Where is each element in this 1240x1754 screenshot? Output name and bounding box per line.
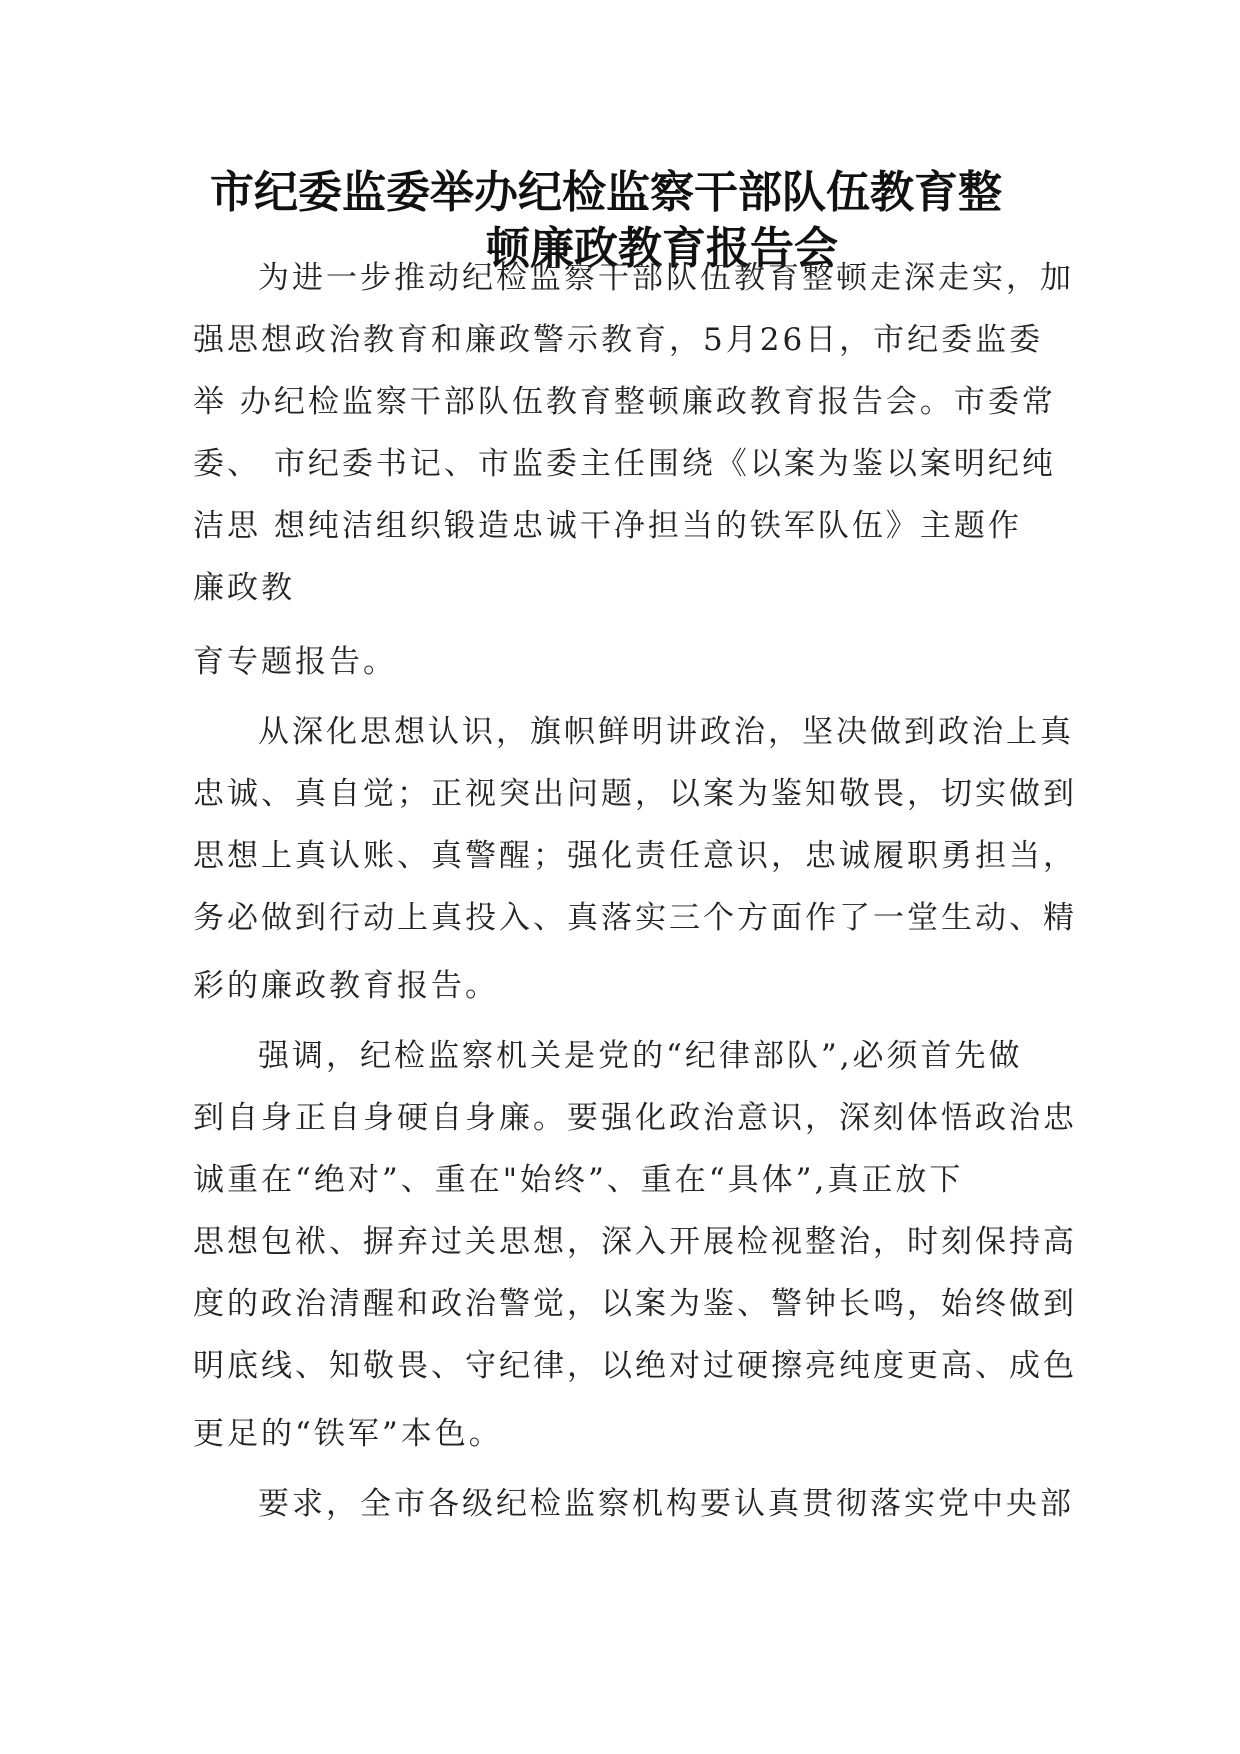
paragraph-2-line-2: 忠诚、真自觉；正视突出问题，以案为鉴知敬畏，切实做到: [193, 776, 1077, 812]
paragraph-1-line-7: 育专题报告。: [193, 644, 397, 680]
paragraph-3-line-6: 明底线、知敬畏、守纪律，以绝对过硬擦亮纯度更高、成色: [193, 1348, 1077, 1384]
paragraph-3-line-1: 强调，纪检监察机关是党的“纪律部队”,必须首先做: [258, 1038, 1023, 1074]
paragraph-3-line-3: 诚重在“绝对”、重在"始终”、重在“具体”,真正放下: [193, 1162, 964, 1198]
paragraph-3-line-2: 到自身正自身硬自身廉。要强化政治意识，深刻体悟政治忠: [193, 1100, 1077, 1136]
paragraph-3-line-4: 思想包袱、摒弃过关思想，深入开展检视整治，时刻保持高: [193, 1224, 1077, 1260]
paragraph-1-line-6: 廉政教: [193, 570, 295, 606]
paragraph-2-line-1: 从深化思想认识，旗帜鲜明讲政治，坚决做到政治上真: [258, 714, 1074, 750]
paragraph-2-line-4: 务必做到行动上真投入、真落实三个方面作了一堂生动、精: [193, 900, 1077, 936]
paragraph-4-line-1: 要求，全市各级纪检监察机构要认真贯彻落实党中央部: [258, 1486, 1074, 1522]
paragraph-2-line-5: 彩的廉政教育报告。: [193, 968, 499, 1004]
paragraph-1-line-5: 洁思 想纯洁组织锻造忠诚干净担当的铁军队伍》主题作: [193, 508, 1022, 544]
document-title-line-1: 市纪委监委举办纪检监察干部队伍教育整: [210, 167, 1002, 218]
paragraph-1-line-3: 举 办纪检监察干部队伍教育整顿廉政教育报告会。市委常: [193, 384, 1056, 420]
paragraph-3-line-7: 更足的“铁军”本色。: [193, 1416, 503, 1452]
paragraph-1-line-2: 强思想政治教育和廉政警示教育，5月26日，市纪委监委: [193, 322, 1044, 358]
paragraph-1-line-1: 为进一步推动纪检监察干部队伍教育整顿走深走实，加: [258, 260, 1074, 296]
paragraph-1-line-4: 委、 市纪委书记、市监委主任围绕《以案为鉴以案明纪纯: [193, 446, 1056, 482]
paragraph-3-line-5: 度的政治清醒和政治警觉，以案为鉴、警钟长鸣，始终做到: [193, 1286, 1077, 1322]
paragraph-2-line-3: 思想上真认账、真警醒；强化责任意识，忠诚履职勇担当，: [193, 838, 1077, 874]
document-title-line-2: 顿廉政教育报告会: [486, 223, 838, 274]
